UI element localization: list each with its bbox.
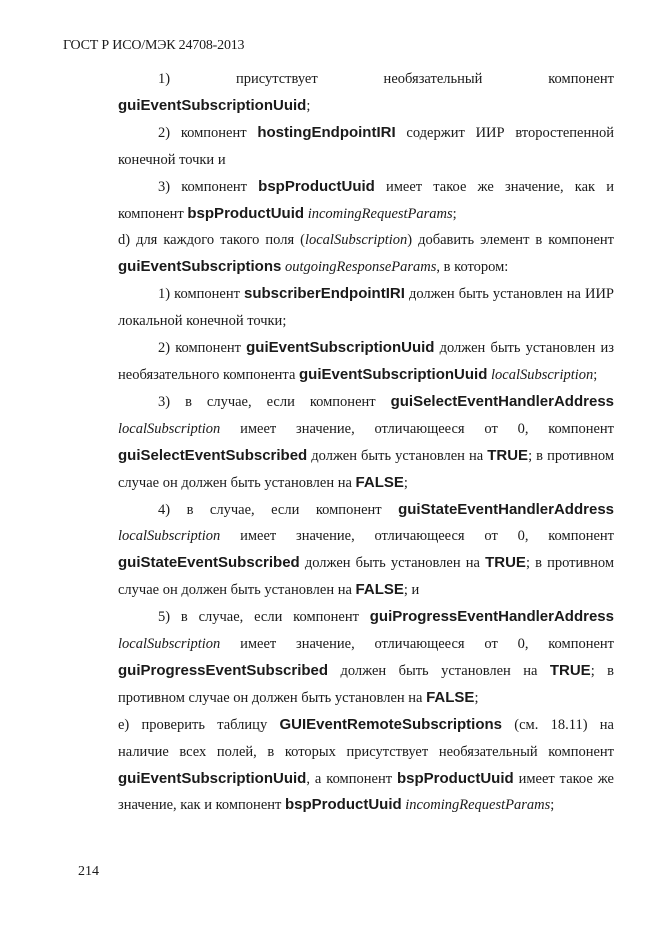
- text-run: имеет такое же значение, как и компонент: [118, 770, 614, 814]
- text-run: 2) компонент: [158, 340, 247, 357]
- text-run: имеет такое же значение, как и компонент: [118, 178, 614, 222]
- list-item-c1: [118, 66, 614, 120]
- identifier-term: guiEventSubscriptions: [118, 258, 282, 276]
- identifier-term: guiSelectEventSubscribed: [118, 446, 308, 464]
- text-run: 4) в случае, если компонент: [158, 501, 399, 518]
- identifier-term: guiEventSubscriptionUuid: [118, 96, 307, 114]
- identifier-term: subscriberEndpointIRI: [244, 285, 405, 303]
- parameter-term: localSubscription: [490, 366, 594, 383]
- identifier-term: guiStateEventSubscribed: [118, 554, 300, 572]
- text-run: должен быть установлен из необязательного компонента: [118, 340, 615, 383]
- identifier-term: guiStateEventHandlerAddress: [398, 500, 614, 518]
- identifier-term: guiSelectEventHandlerAddress: [390, 392, 614, 410]
- identifier-term: TRUE: [487, 446, 529, 464]
- text-run: 1) присутствует необязательный компонент: [158, 71, 614, 87]
- parameter-term: incomingRequestParams: [405, 797, 551, 814]
- text-run: должен быть установлен на: [328, 662, 550, 679]
- identifier-term: GUIEventRemoteSubscriptions: [279, 715, 503, 733]
- text-run: ;: [306, 97, 311, 114]
- identifier-term: TRUE: [485, 554, 526, 572]
- text-run: e) проверить таблицу: [118, 716, 280, 733]
- document-body: [118, 66, 614, 819]
- identifier-term: guiProgressEventSubscribed: [118, 661, 329, 679]
- text-run: 1) компонент: [158, 286, 245, 303]
- text-run: ;: [474, 689, 479, 706]
- text-run: ;: [550, 797, 555, 814]
- text-run: 5) в случае, если компонент: [158, 609, 370, 626]
- identifier-term: hostingEndpointIRI: [257, 123, 396, 141]
- parameter-term: localSubscription: [118, 420, 221, 437]
- text-run: ; в противном случае он должен быть установлен на: [118, 662, 614, 706]
- list-item-c3: [118, 174, 614, 228]
- text-run: содержит ИИР второстепенной конечной точки и: [118, 124, 614, 168]
- text-run: ;: [403, 474, 408, 491]
- text-run: 3) компонент: [158, 178, 259, 195]
- parameter-term: outgoingResponseParams: [284, 259, 437, 276]
- page-number: 214: [78, 864, 99, 879]
- identifier-term: bspProductUuid: [396, 769, 514, 787]
- identifier-term: bspProductUuid: [258, 177, 375, 195]
- parameter-term: localSubscription: [118, 528, 221, 545]
- text-run: ;: [452, 205, 457, 222]
- list-item-d5: [118, 604, 614, 712]
- identifier-term: guiEventSubscriptionUuid: [299, 365, 488, 383]
- text-run: должен быть установлен на ИИР локальной конечной точки;: [118, 286, 614, 330]
- text-run: имеет значение, отличающееся от 0, компонент: [220, 420, 614, 437]
- document-header: ГОСТ Р ИСО/МЭК 24708-2013: [63, 38, 245, 53]
- text-run: 2) компонент: [158, 124, 258, 141]
- text-run: (см. 18.11) на наличие всех полей, в которых присутствует необязательный компонент: [118, 716, 614, 760]
- list-item-d4: [118, 497, 614, 605]
- list-item-c2: [118, 120, 614, 174]
- list-item-d: [118, 227, 614, 281]
- identifier-term: guiEventSubscriptionUuid: [246, 339, 435, 357]
- identifier-term: FALSE: [426, 688, 475, 706]
- text-run: ; в противном случае он должен быть установлен на: [118, 555, 615, 599]
- identifier-term: bspProductUuid: [284, 796, 402, 814]
- identifier-term: FALSE: [355, 581, 404, 599]
- identifier-term: FALSE: [355, 473, 404, 491]
- list-item-d3: [118, 389, 614, 497]
- identifier-term: guiProgressEventHandlerAddress: [369, 608, 614, 626]
- identifier-term: TRUE: [549, 661, 591, 679]
- list-item-d2: [118, 335, 614, 389]
- text-run: должен быть установлен на: [299, 555, 486, 572]
- text-run: ;: [593, 366, 598, 383]
- text-run: d) для каждого такого поля (: [118, 232, 305, 249]
- text-run: 3) в случае, если компонент: [158, 393, 391, 410]
- list-item-e: [118, 712, 614, 820]
- identifier-term: bspProductUuid: [187, 204, 305, 222]
- text-run: ; и: [403, 582, 420, 599]
- text-run: , а компонент: [306, 770, 397, 787]
- parameter-term: incomingRequestParams: [307, 205, 453, 222]
- parameter-term: localSubscription: [304, 232, 408, 249]
- text-run: должен быть установлен на: [307, 447, 488, 464]
- text-run: ) добавить элемент в компонент: [407, 232, 614, 249]
- list-item-d1: [118, 281, 614, 335]
- identifier-term: guiEventSubscriptionUuid: [118, 769, 307, 787]
- parameter-term: localSubscription: [118, 636, 221, 653]
- text-run: имеет значение, отличающееся от 0, компонент: [220, 636, 614, 653]
- text-run: ; в противном случае он должен быть установлен на: [118, 447, 614, 491]
- text-run: имеет значение, отличающееся от 0, компонент: [220, 528, 614, 545]
- text-run: , в котором:: [436, 259, 509, 276]
